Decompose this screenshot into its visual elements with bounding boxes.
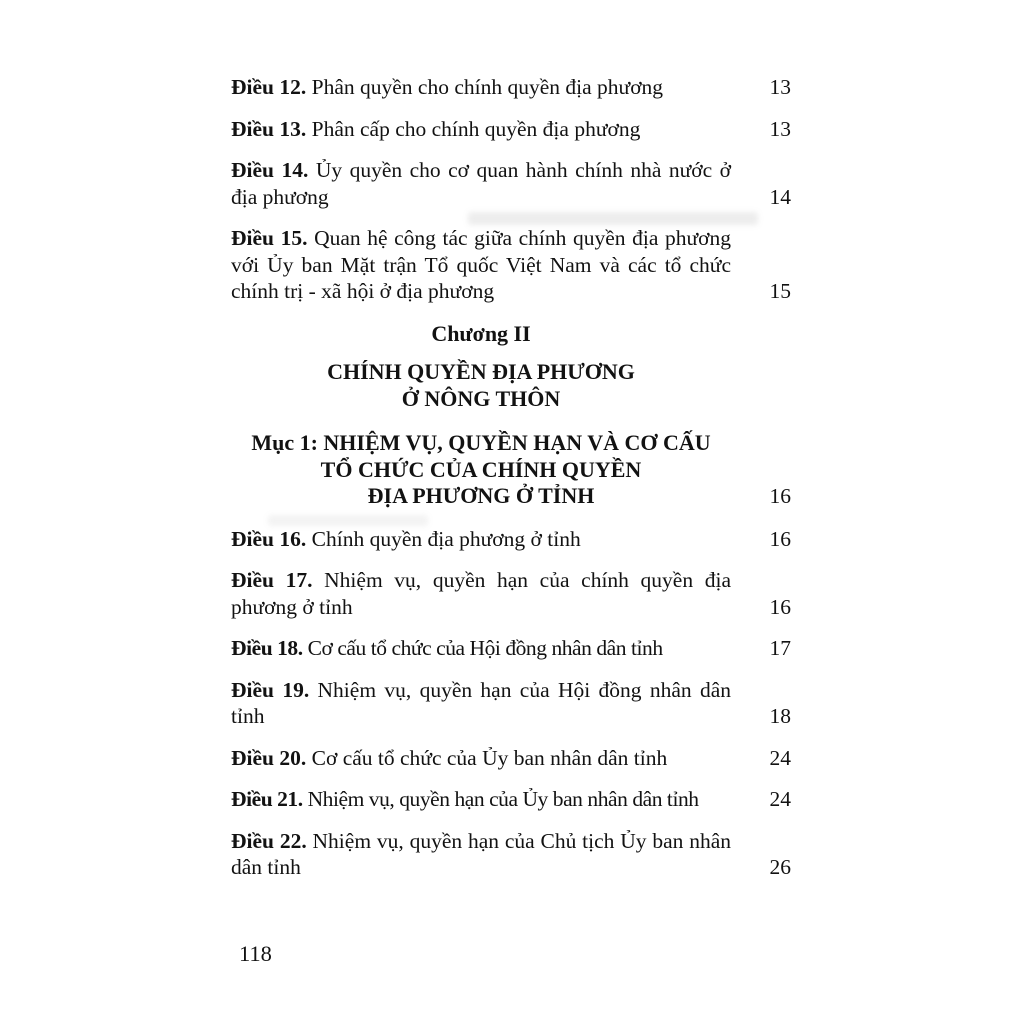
toc-entry-text	[231, 526, 743, 553]
toc-entry-dieu-13	[231, 116, 791, 143]
toc-entry-text	[231, 745, 743, 772]
chapter-title-line-1: CHÍNH QUYỀN ĐỊA PHƯƠNG	[327, 359, 635, 384]
toc-page-number: 24	[769, 787, 791, 811]
toc-entry-text	[231, 225, 743, 305]
toc-entry-text	[231, 116, 743, 143]
toc-page-number: 15	[769, 279, 791, 303]
toc-entry-dieu-17	[231, 567, 791, 620]
article-label: Điều 16.	[231, 526, 307, 551]
article-title: Cơ cấu tổ chức của Ủy ban nhân dân tỉnh	[311, 745, 668, 770]
toc-page-number: 24	[769, 745, 791, 770]
section-heading-line-2: TỔ CHỨC CỦA CHÍNH QUYỀN	[320, 456, 642, 482]
toc-entry-text	[231, 635, 743, 662]
section-heading-line-1: Mục 1: NHIỆM VỤ, QUYỀN HẠN VÀ CƠ CẤU	[251, 430, 711, 455]
article-label: Điều 21.	[231, 787, 303, 811]
toc-page-number: 18	[769, 704, 791, 728]
article-label: Điều 22.	[231, 828, 307, 853]
chapter-title-line-2: Ở NÔNG THÔN	[401, 385, 561, 411]
article-label: Điều 14.	[231, 158, 309, 182]
article-label: Điều 19.	[231, 677, 310, 702]
toc-page-number: 26	[769, 855, 791, 879]
article-label: Điều 18.	[231, 636, 303, 660]
toc-entry-text	[231, 567, 743, 620]
toc-page-number: 16	[769, 484, 791, 508]
article-title: Nhiệm vụ, quyền hạn của chính quyền địa phương ở tỉnh	[231, 568, 732, 619]
article-title: Nhiệm vụ, quyền hạn của Hội đồng nhân dân tỉnh	[231, 677, 732, 728]
article-title: Ủy quyền cho cơ quan hành chính nhà nước ở địa phương	[231, 158, 732, 209]
footer-page-number: 118	[239, 941, 272, 966]
chapter-title	[231, 359, 743, 412]
article-title: Chính quyền địa phương ở tỉnh	[311, 526, 581, 551]
article-title: Nhiệm vụ, quyền hạn của Ủy ban nhân dân tỉnh	[307, 787, 699, 811]
article-label: Điều 12.	[231, 75, 307, 99]
toc-entry-dieu-15	[231, 225, 791, 305]
article-title: Phân cấp cho chính quyền địa phương	[311, 116, 641, 141]
toc-entry-dieu-19	[231, 677, 791, 730]
section-heading	[231, 430, 743, 510]
toc-entry-text	[231, 74, 743, 101]
toc-entry-dieu-20	[231, 745, 791, 772]
chapter-title-row	[231, 359, 791, 412]
article-label: Điều 17.	[231, 568, 313, 592]
toc-page-number: 16	[769, 594, 791, 619]
toc-entry-text	[231, 828, 743, 881]
toc-entry-dieu-16	[231, 526, 791, 553]
section-heading-line-3: ĐỊA PHƯƠNG Ở TỈNH	[367, 483, 595, 508]
toc-entry-text	[231, 157, 743, 210]
toc-entry-dieu-21	[231, 786, 791, 813]
toc-entry-dieu-12	[231, 74, 791, 101]
toc-page-number: 13	[769, 116, 791, 141]
article-label: Điều 13.	[231, 116, 307, 141]
toc-entry-dieu-18	[231, 635, 791, 662]
chapter-kicker: Chương II	[431, 320, 531, 346]
article-title: Nhiệm vụ, quyền hạn của Chủ tịch Ủy ban nhân dân tỉnh	[231, 828, 731, 879]
toc-entry-dieu-14	[231, 157, 791, 210]
section-heading-row	[231, 430, 791, 510]
toc-page-number: 16	[769, 526, 791, 551]
toc-entry-dieu-22	[231, 828, 791, 881]
article-label: Điều 15.	[231, 226, 308, 250]
chapter-kicker-row	[231, 321, 791, 348]
article-label: Điều 20.	[231, 745, 307, 770]
toc-page-number: 13	[769, 75, 791, 99]
article-title: Cơ cấu tổ chức của Hội đồng nhân dân tỉnh	[307, 636, 663, 660]
toc-page-number: 17	[769, 636, 791, 660]
table-of-contents	[231, 74, 791, 896]
toc-page-number: 14	[769, 184, 791, 209]
article-title: Quan hệ công tác giữa chính quyền địa phương với Ủy ban Mặt trận Tổ quốc Việt Nam và các tổ chức chính trị - xã hội ở địa phương	[231, 226, 732, 303]
article-title: Phân quyền cho chính quyền địa phương	[311, 75, 664, 99]
toc-entry-text	[231, 786, 743, 813]
toc-entry-text	[231, 677, 743, 730]
